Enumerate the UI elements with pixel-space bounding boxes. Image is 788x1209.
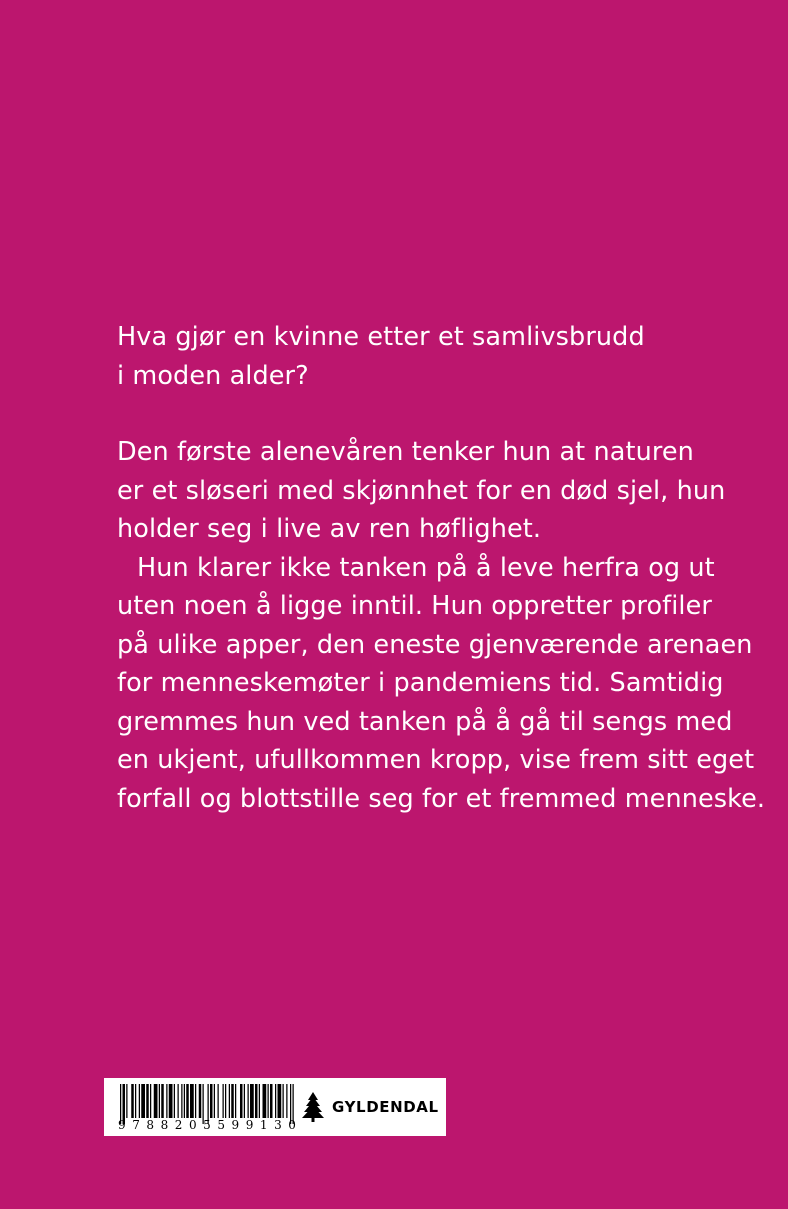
barcode-bar [278,1084,282,1118]
isbn-digit: 3 [274,1118,282,1132]
blurb-line: forfall og blottstille seg for et fremmed menneske. [117,783,766,814]
barcode-bar [270,1084,273,1118]
isbn-digit: 1 [259,1118,268,1132]
barcode-bar [268,1084,269,1118]
blurb-line: på ulike apper, den eneste gjenværende arenaen [117,629,753,660]
barcode-bar [223,1084,224,1118]
barcode-bar [161,1084,164,1118]
publisher-logo [300,1092,439,1122]
barcode-bar [139,1084,140,1118]
barcode-bar [248,1084,249,1118]
barcode-bar [225,1084,226,1118]
barcode-bar [275,1084,276,1118]
tree-icon [300,1092,326,1122]
barcode-bar [159,1084,160,1118]
blurb-line: for menneskemøter i pandemiens tid. Samtidig [117,668,724,698]
barcode-bar [131,1084,134,1118]
back-cover-blurb [117,318,766,818]
barcode-bar [169,1084,173,1118]
barcode-bar [178,1084,179,1118]
isbn-digit: 9 [245,1118,254,1132]
isbn-digit: 5 [217,1118,225,1132]
paragraph-gap [117,395,757,433]
barcode-bar [126,1084,127,1118]
barcode-bar [210,1084,213,1118]
isbn-digit: 9 [118,1118,126,1132]
barcode-bar [154,1084,158,1118]
barcode-bar [184,1084,185,1118]
barcode-bar [255,1084,258,1118]
isbn-digit: 9 [231,1118,240,1132]
barcode-bar [250,1084,254,1118]
barcode-bar [190,1084,194,1118]
barcode-bar [150,1084,151,1118]
blurb-line: i moden alder? [117,360,309,391]
blurb-line: uten noen å ligge inntil. Hun oppretter profiler [117,591,712,621]
blurb-line: Hun klarer ikke tanken på å leve herfra og ut [137,552,715,583]
barcode-bar [146,1084,149,1118]
barcode-bar [181,1084,182,1118]
blurb-line: Hva gjør en kvinne etter et samlivsbrudd [117,322,645,352]
barcode-bar [195,1084,196,1118]
isbn-digit: 2 [174,1118,183,1132]
barcode-bar [229,1084,230,1118]
isbn-digit: 0 [188,1118,197,1132]
isbn-digit: 8 [146,1118,155,1132]
blurb-line: en ukjent, ufullkommen kropp, vise frem sitt eget [117,745,755,775]
barcode-bar [244,1084,245,1118]
barcode-bar [166,1084,167,1118]
barcode-bar [174,1084,175,1118]
blurb-line: er et sløseri med skjønnhet for en død sjel, hun [117,475,726,506]
blurb-line: gremmes hun ved tanken på å gå til sengs med [117,706,733,737]
barcode-bar [259,1084,260,1118]
isbn-digit: 0 [288,1118,296,1132]
barcode-panel [104,1078,446,1136]
isbn-digit: 5 [203,1118,211,1132]
barcode-bar [240,1084,243,1118]
barcode-bar [231,1084,234,1118]
isbn-digit: 7 [132,1118,140,1132]
isbn-digit: 8 [160,1118,169,1132]
publisher-name: GYLDENDAL [332,1098,439,1116]
barcode-bar [141,1084,145,1118]
barcode-bar [218,1084,219,1118]
isbn-number [118,1118,296,1132]
blurb-line: holder seg i live av ren høflighet. [117,514,542,544]
barcode-bar [283,1084,284,1118]
blurb-line: Den første alenevåren tenker hun at naturen [117,437,694,467]
barcode-bar [135,1084,136,1118]
barcode-bar [286,1084,287,1118]
barcode-bar [214,1084,215,1118]
barcode-bar [186,1084,189,1118]
barcode-bar [199,1084,202,1118]
barcode-bar [263,1084,267,1118]
barcode-bar [235,1084,236,1118]
